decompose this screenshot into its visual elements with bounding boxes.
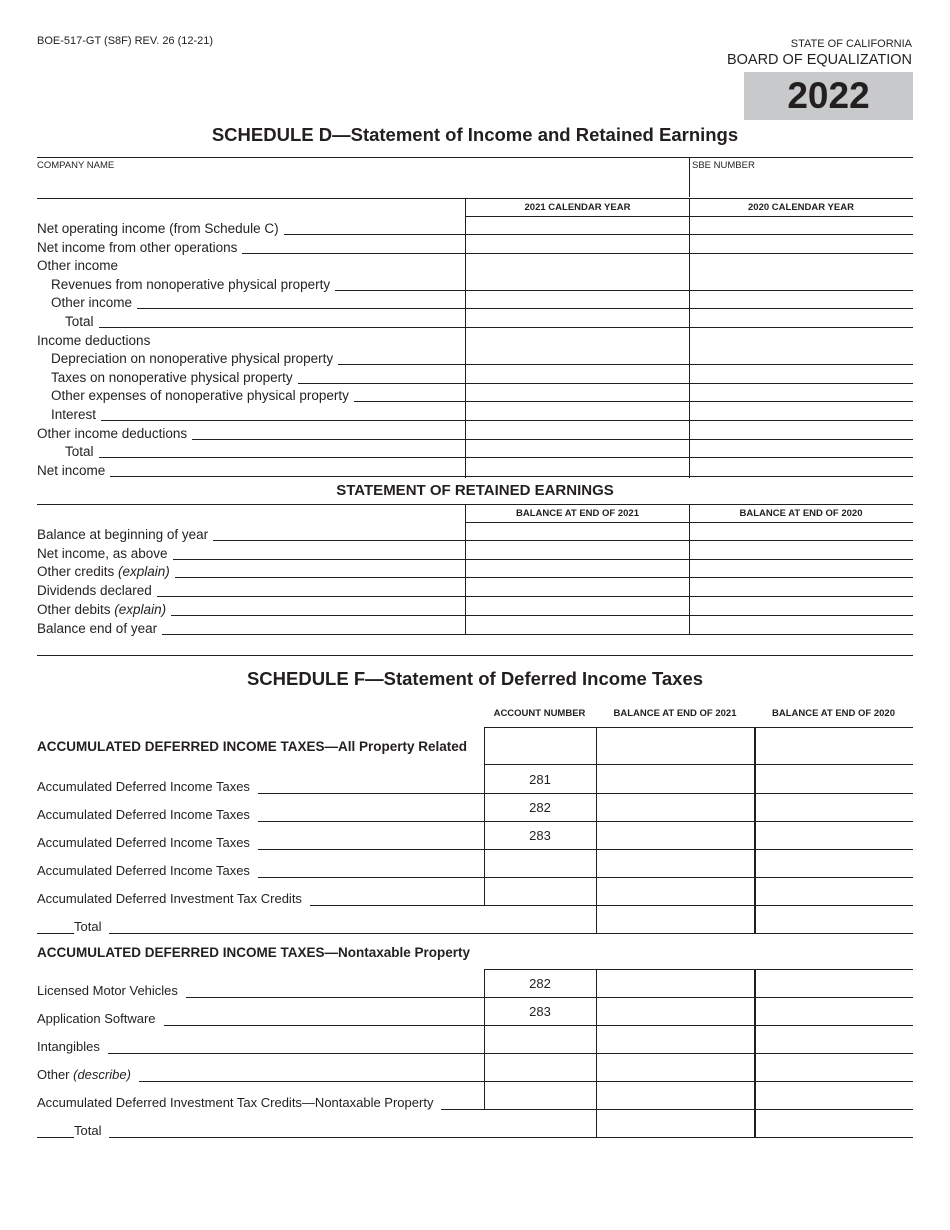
sched-d-2020-field[interactable] xyxy=(691,217,911,233)
retained-2021-field[interactable] xyxy=(467,598,687,614)
sched-d-row-label: Income deductions xyxy=(37,333,155,349)
sched-f-row-label xyxy=(37,1067,139,1083)
sched-f-2021-field[interactable] xyxy=(598,1111,752,1135)
sched-d-2020-field[interactable] xyxy=(691,440,911,456)
sched-d-2021-field[interactable] xyxy=(467,291,687,307)
sbe-number-label: SBE NUMBER xyxy=(692,160,755,171)
retained-2021-field[interactable] xyxy=(467,542,687,558)
sched-f-2020-field[interactable] xyxy=(756,1055,912,1079)
sched-f-total-label xyxy=(74,919,109,935)
sched-d-2021-field[interactable] xyxy=(467,236,687,252)
sched-d-2020-field[interactable] xyxy=(691,347,911,363)
sched-d-row-label: Total xyxy=(65,444,99,460)
retained-row-label xyxy=(37,564,175,580)
retained-col-2020: BALANCE AT END OF 2020 xyxy=(739,508,863,519)
sched-f-row-text: Accumulated Deferred Income Taxes xyxy=(37,807,250,822)
sched-f-2020-field[interactable] xyxy=(756,1027,912,1051)
account-number: 281 xyxy=(529,772,551,787)
sched-f-row-text: Total xyxy=(74,1123,102,1138)
sched-f-row-text: Accumulated Deferred Income Taxes xyxy=(37,835,250,850)
sched-d-col-2020: 2020 CALENDAR YEAR xyxy=(748,202,854,213)
sched-f-2020-field[interactable] xyxy=(756,1083,912,1107)
sched-d-2020-field[interactable] xyxy=(691,366,911,382)
sched-d-2020-field[interactable] xyxy=(691,291,911,307)
retained-row-note: (explain) xyxy=(114,601,167,617)
sched-f-row-note: (describe) xyxy=(73,1067,131,1082)
schedule-d-title: SCHEDULE D—Statement of Income and Retained Earnings xyxy=(211,124,739,145)
sched-d-2020-field[interactable] xyxy=(691,310,911,326)
state-label: STATE OF CALIFORNIA xyxy=(790,38,912,50)
retained-2020-field[interactable] xyxy=(691,523,911,539)
retained-col-2021: BALANCE AT END OF 2021 xyxy=(516,508,639,519)
sched-d-2021-field[interactable] xyxy=(467,403,687,419)
retained-2021-field[interactable] xyxy=(467,579,687,595)
sched-f-2021-field[interactable] xyxy=(598,999,752,1023)
sched-f-col-2020: BALANCE AT END OF 2020 xyxy=(772,708,895,719)
sched-f-row-text: Accumulated Deferred Income Taxes xyxy=(37,863,250,878)
sched-f-2020-field[interactable] xyxy=(756,907,912,931)
sched-d-2021-field[interactable] xyxy=(467,366,687,382)
sched-d-2021-field[interactable] xyxy=(467,217,687,233)
sched-f-2021-field[interactable] xyxy=(598,795,752,819)
sched-d-2021-field[interactable] xyxy=(467,384,687,400)
retained-2021-field[interactable] xyxy=(467,617,687,633)
sched-d-row-label: Net operating income (from Schedule C) xyxy=(37,221,284,237)
sched-d-2021-field[interactable] xyxy=(467,273,687,289)
retained-earnings-title: STATEMENT OF RETAINED EARNINGS xyxy=(336,482,614,499)
sched-f-2021-field[interactable] xyxy=(598,767,752,791)
section-nontaxable-heading: ACCUMULATED DEFERRED INCOME TAXES—Nontaxable Property xyxy=(37,945,471,960)
sched-f-col-2021: BALANCE AT END OF 2021 xyxy=(613,708,737,719)
sched-d-2020-field[interactable] xyxy=(691,384,911,400)
sched-d-2020-field[interactable] xyxy=(691,273,911,289)
retained-row-note: (explain) xyxy=(118,564,170,580)
sched-f-total-label xyxy=(74,1123,109,1139)
tax-year: 2022 xyxy=(744,72,913,120)
sched-f-row-label xyxy=(37,1095,441,1111)
sched-f-2021-field[interactable] xyxy=(598,971,752,995)
sched-f-2020-field[interactable] xyxy=(756,795,912,819)
retained-row-text: Dividends declared xyxy=(37,583,152,599)
sched-f-2021-field[interactable] xyxy=(598,879,752,903)
sched-d-2020-field[interactable] xyxy=(691,422,911,438)
sched-d-row-label: Revenues from nonoperative physical property xyxy=(51,277,335,293)
sched-f-2021-field[interactable] xyxy=(598,1083,752,1107)
sched-f-2020-field[interactable] xyxy=(756,823,912,847)
retained-2020-field[interactable] xyxy=(691,617,911,633)
sched-d-2020-field[interactable] xyxy=(691,403,911,419)
sched-f-2020-field[interactable] xyxy=(756,851,912,875)
sched-f-row-text: Accumulated Deferred Income Taxes xyxy=(37,779,250,794)
retained-row-text: Other debits xyxy=(37,601,115,617)
sched-f-2021-field[interactable] xyxy=(598,1055,752,1079)
sched-f-row-text: Application Software xyxy=(37,1011,156,1026)
retained-row-text: Balance end of year xyxy=(37,620,158,636)
retained-row-label xyxy=(37,583,157,599)
sched-f-row-label xyxy=(37,779,258,795)
sched-f-2020-field[interactable] xyxy=(756,999,912,1023)
sched-f-row-label xyxy=(37,807,258,823)
sched-d-row-label: Total xyxy=(65,314,99,330)
sched-d-row-label: Net income xyxy=(37,463,110,479)
retained-2021-field[interactable] xyxy=(467,560,687,576)
sched-f-2020-field[interactable] xyxy=(756,767,912,791)
retained-2021-field[interactable] xyxy=(467,523,687,539)
sched-d-row-label: Taxes on nonoperative physical property xyxy=(51,370,298,386)
sched-f-row-text: Licensed Motor Vehicles xyxy=(37,983,178,998)
retained-row-label xyxy=(37,546,173,562)
sched-f-2021-field[interactable] xyxy=(598,851,752,875)
account-number: 282 xyxy=(529,976,551,991)
sched-f-row-label xyxy=(37,835,258,851)
schedule-f-title: SCHEDULE F—Statement of Deferred Income Taxes xyxy=(246,668,704,689)
sched-f-col-account: ACCOUNT NUMBER xyxy=(493,708,586,719)
sched-f-row-label xyxy=(37,891,310,907)
retained-row-text: Net income, as above xyxy=(37,545,168,561)
sched-f-row-label xyxy=(37,1039,108,1055)
retained-row-label xyxy=(37,621,162,637)
section-all-property-heading: ACCUMULATED DEFERRED INCOME TAXES—All Property Related xyxy=(37,739,468,754)
sched-f-row-text: Other xyxy=(37,1067,74,1082)
sched-d-2021-field[interactable] xyxy=(467,422,687,438)
sched-d-row-label: Other expenses of nonoperative physical property xyxy=(51,388,354,404)
company-name-label: COMPANY NAME xyxy=(37,160,115,171)
company-name-field[interactable] xyxy=(37,170,683,196)
sched-f-2020-field[interactable] xyxy=(756,879,912,903)
retained-row-text: Balance at beginning of year xyxy=(37,527,209,542)
retained-2020-field[interactable] xyxy=(691,579,911,595)
retained-row-label xyxy=(37,602,171,618)
sched-d-2021-field[interactable] xyxy=(467,347,687,363)
sched-f-row-text: Total xyxy=(74,919,102,934)
retained-2020-field[interactable] xyxy=(691,542,911,558)
sched-f-2020-field[interactable] xyxy=(756,971,912,995)
sched-f-2021-field[interactable] xyxy=(598,1027,752,1051)
sched-d-2020-field[interactable] xyxy=(691,236,911,252)
account-number: 283 xyxy=(529,828,551,843)
account-number: 283 xyxy=(529,1004,551,1019)
retained-row-label xyxy=(37,527,213,543)
retained-2020-field[interactable] xyxy=(691,560,911,576)
sched-f-row-label xyxy=(37,1011,164,1027)
sched-d-row-label: Other income xyxy=(51,295,137,311)
sched-d-2021-field[interactable] xyxy=(467,440,687,456)
sched-d-row-label: Other income deductions xyxy=(37,426,192,442)
sched-d-row-label: Net income from other operations xyxy=(37,240,242,256)
sched-f-2021-field[interactable] xyxy=(598,823,752,847)
sched-d-row-label: Interest xyxy=(51,407,101,423)
sched-f-row-text: Accumulated Deferred Investment Tax Credits—Nontaxable Property xyxy=(37,1095,434,1110)
sched-f-2020-field[interactable] xyxy=(756,1111,912,1135)
sched-f-row-label xyxy=(37,983,186,999)
form-id: BOE-517-GT (S8F) REV. 26 (12-21) xyxy=(37,35,214,47)
retained-row-text: Other credits xyxy=(37,564,119,580)
sched-f-row-text: Intangibles xyxy=(37,1039,100,1054)
sched-d-2021-field[interactable] xyxy=(467,459,687,475)
sched-d-2020-field[interactable] xyxy=(691,459,911,475)
sched-d-row-label: Depreciation on nonoperative physical property xyxy=(51,351,338,367)
account-number: 282 xyxy=(529,800,551,815)
sched-f-row-label xyxy=(37,863,258,879)
retained-2020-field[interactable] xyxy=(691,598,911,614)
board-label: BOARD OF EQUALIZATION xyxy=(726,52,912,68)
sched-f-row-text: Accumulated Deferred Investment Tax Credits xyxy=(37,891,302,906)
sched-d-row-label: Other income xyxy=(37,258,123,274)
sched-d-2021-field[interactable] xyxy=(467,310,687,326)
sbe-number-field[interactable] xyxy=(692,170,912,196)
sched-d-col-2021: 2021 CALENDAR YEAR xyxy=(524,202,631,213)
sched-f-2021-field[interactable] xyxy=(598,907,752,931)
